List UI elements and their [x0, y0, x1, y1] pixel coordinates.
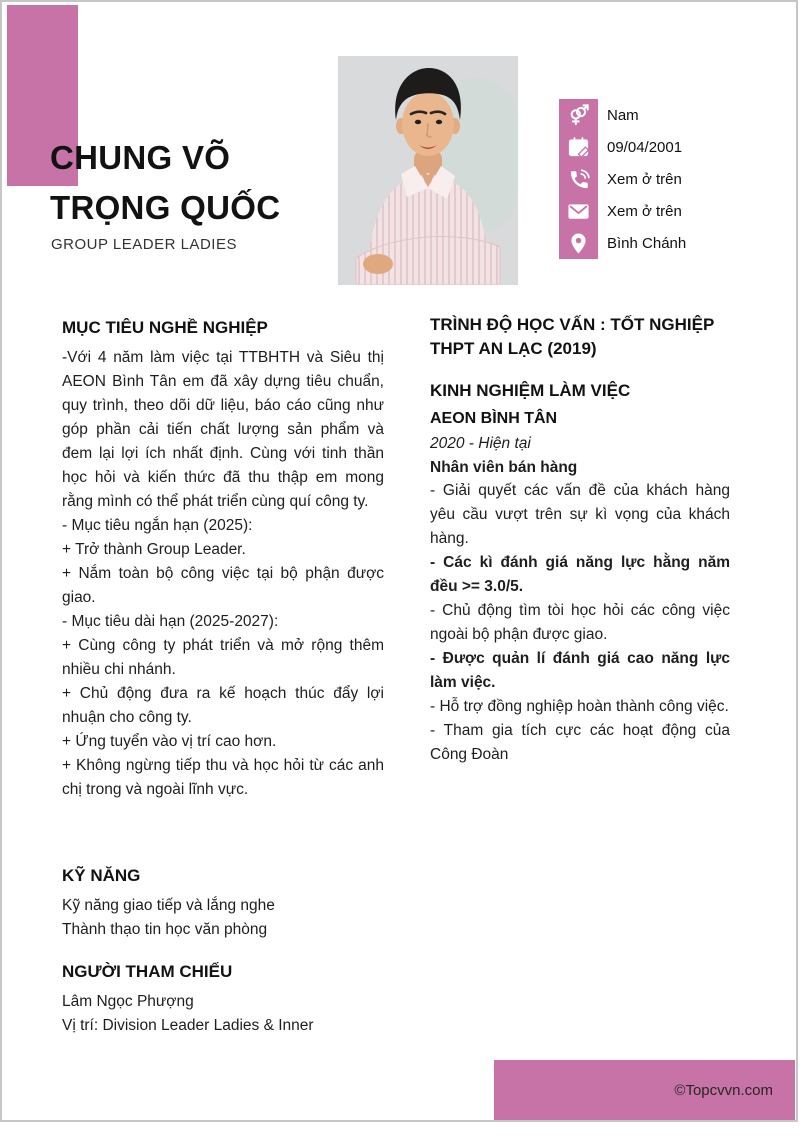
- experience-heading: KINH NGHIỆM LÀM VIỆC: [430, 381, 631, 400]
- objective-line: + Nắm toàn bộ công việc tại bộ phận được giao.: [62, 565, 384, 606]
- email-value: Xem ở trên: [607, 202, 682, 220]
- contact-row-phone: [559, 163, 686, 195]
- skill-item: Kỹ năng giao tiếp và lắng nghe: [62, 897, 275, 914]
- references-heading: NGƯỜI THAM CHIẾU: [62, 962, 233, 981]
- candidate-name: [50, 133, 280, 233]
- reference-name: Lâm Ngọc Phượng: [62, 993, 194, 1010]
- contact-row-location: [559, 227, 686, 259]
- objective-line: + Chủ động đưa ra kế hoạch thúc đẩy lợi nhuận cho công ty.: [62, 685, 384, 726]
- education-heading: TRÌNH ĐỘ HỌC VẤN : TỐT NGHIỆP THPT AN LẠC (2019): [430, 315, 714, 358]
- objective-line: + Không ngừng tiếp thu và học hỏi từ các anh chị trong và ngoài lĩnh vực.: [62, 757, 384, 798]
- objective-line: - Mục tiêu dài hạn (2025-2027):: [62, 613, 279, 630]
- gender-value: Nam: [607, 106, 639, 124]
- experience-period: 2020 - Hiện tại: [430, 435, 531, 452]
- objective-line: + Ứng tuyển vào vị trí cao hơn.: [62, 733, 277, 750]
- profile-photo: [338, 56, 518, 285]
- candidate-job-title: GROUP LEADER LADIES: [51, 236, 237, 253]
- phone-icon: [559, 163, 598, 195]
- objective-line: - Mục tiêu ngắn hạn (2025):: [62, 517, 253, 534]
- objective-line: + Trở thành Group Leader.: [62, 541, 246, 558]
- experience-bullet: - Hỗ trợ đồng nghiệp hoàn thành công việc.: [430, 698, 729, 715]
- gender-icon: [559, 99, 598, 131]
- contact-row-email: [559, 195, 686, 227]
- experience-bullet: - Các kì đánh giá năng lực hằng năm đều >= 3.0/5.: [430, 554, 730, 595]
- left-column: [62, 316, 384, 1038]
- reference-position: Vị trí: Division Leader Ladies & Inner: [62, 1017, 314, 1034]
- experience-bullet: - Chủ động tìm tòi học hỏi các công việc ngoài bộ phận được giao.: [430, 602, 730, 643]
- skills-heading: KỸ NĂNG: [62, 866, 141, 885]
- contact-row-gender: [559, 99, 686, 131]
- right-column: [430, 313, 730, 767]
- experience-role: Nhân viên bán hàng: [430, 459, 578, 476]
- experience-bullet: - Được quản lí đánh giá cao năng lực làm việc.: [430, 650, 730, 691]
- email-icon: [559, 195, 598, 227]
- birthday-value: 09/04/2001: [607, 138, 683, 156]
- footer-bar: [494, 1060, 795, 1120]
- location-value: Bình Chánh: [607, 234, 687, 252]
- experience-company: AEON BÌNH TÂN: [430, 410, 558, 427]
- objective-heading: MỤC TIÊU NGHỀ NGHIỆP: [62, 318, 268, 337]
- experience-bullet: - Tham gia tích cực các hoạt động của Công Đoàn: [430, 722, 730, 763]
- candidate-name-line1: CHUNG VÕ: [50, 139, 231, 176]
- footer-credit: ©Topcvvn.com: [674, 1081, 773, 1099]
- objective-paragraph: -Với 4 năm làm việc tại TTBHTH và Siêu thị AEON Bình Tân em đã xây dựng tiêu chuẩn, quy trình, theo dõi dữ liệu, báo cáo cũng như góp phần cải tiến chất lượng sản phẩm và đem lại lợi ích nhất định. Cùng với tinh thần học hỏi và kiến thức đã thu thập em mong rằng mình có thể phát triển cùng quí công ty.: [62, 349, 384, 510]
- skill-item: Thành thạo tin học văn phòng: [62, 921, 268, 938]
- objective-line: + Cùng công ty phát triển và mở rộng thêm nhiều chi nhánh.: [62, 637, 384, 678]
- birthday-icon: [559, 131, 598, 163]
- candidate-name-line2: TRỌNG QUỐC: [50, 189, 281, 226]
- experience-bullet: - Giải quyết các vấn đề của khách hàng yêu cầu vượt trên sự kì vọng của khách hàng.: [430, 482, 730, 547]
- phone-value: Xem ở trên: [607, 170, 682, 188]
- location-icon: [559, 227, 598, 259]
- contact-info: [559, 99, 686, 259]
- contact-row-birthday: [559, 131, 686, 163]
